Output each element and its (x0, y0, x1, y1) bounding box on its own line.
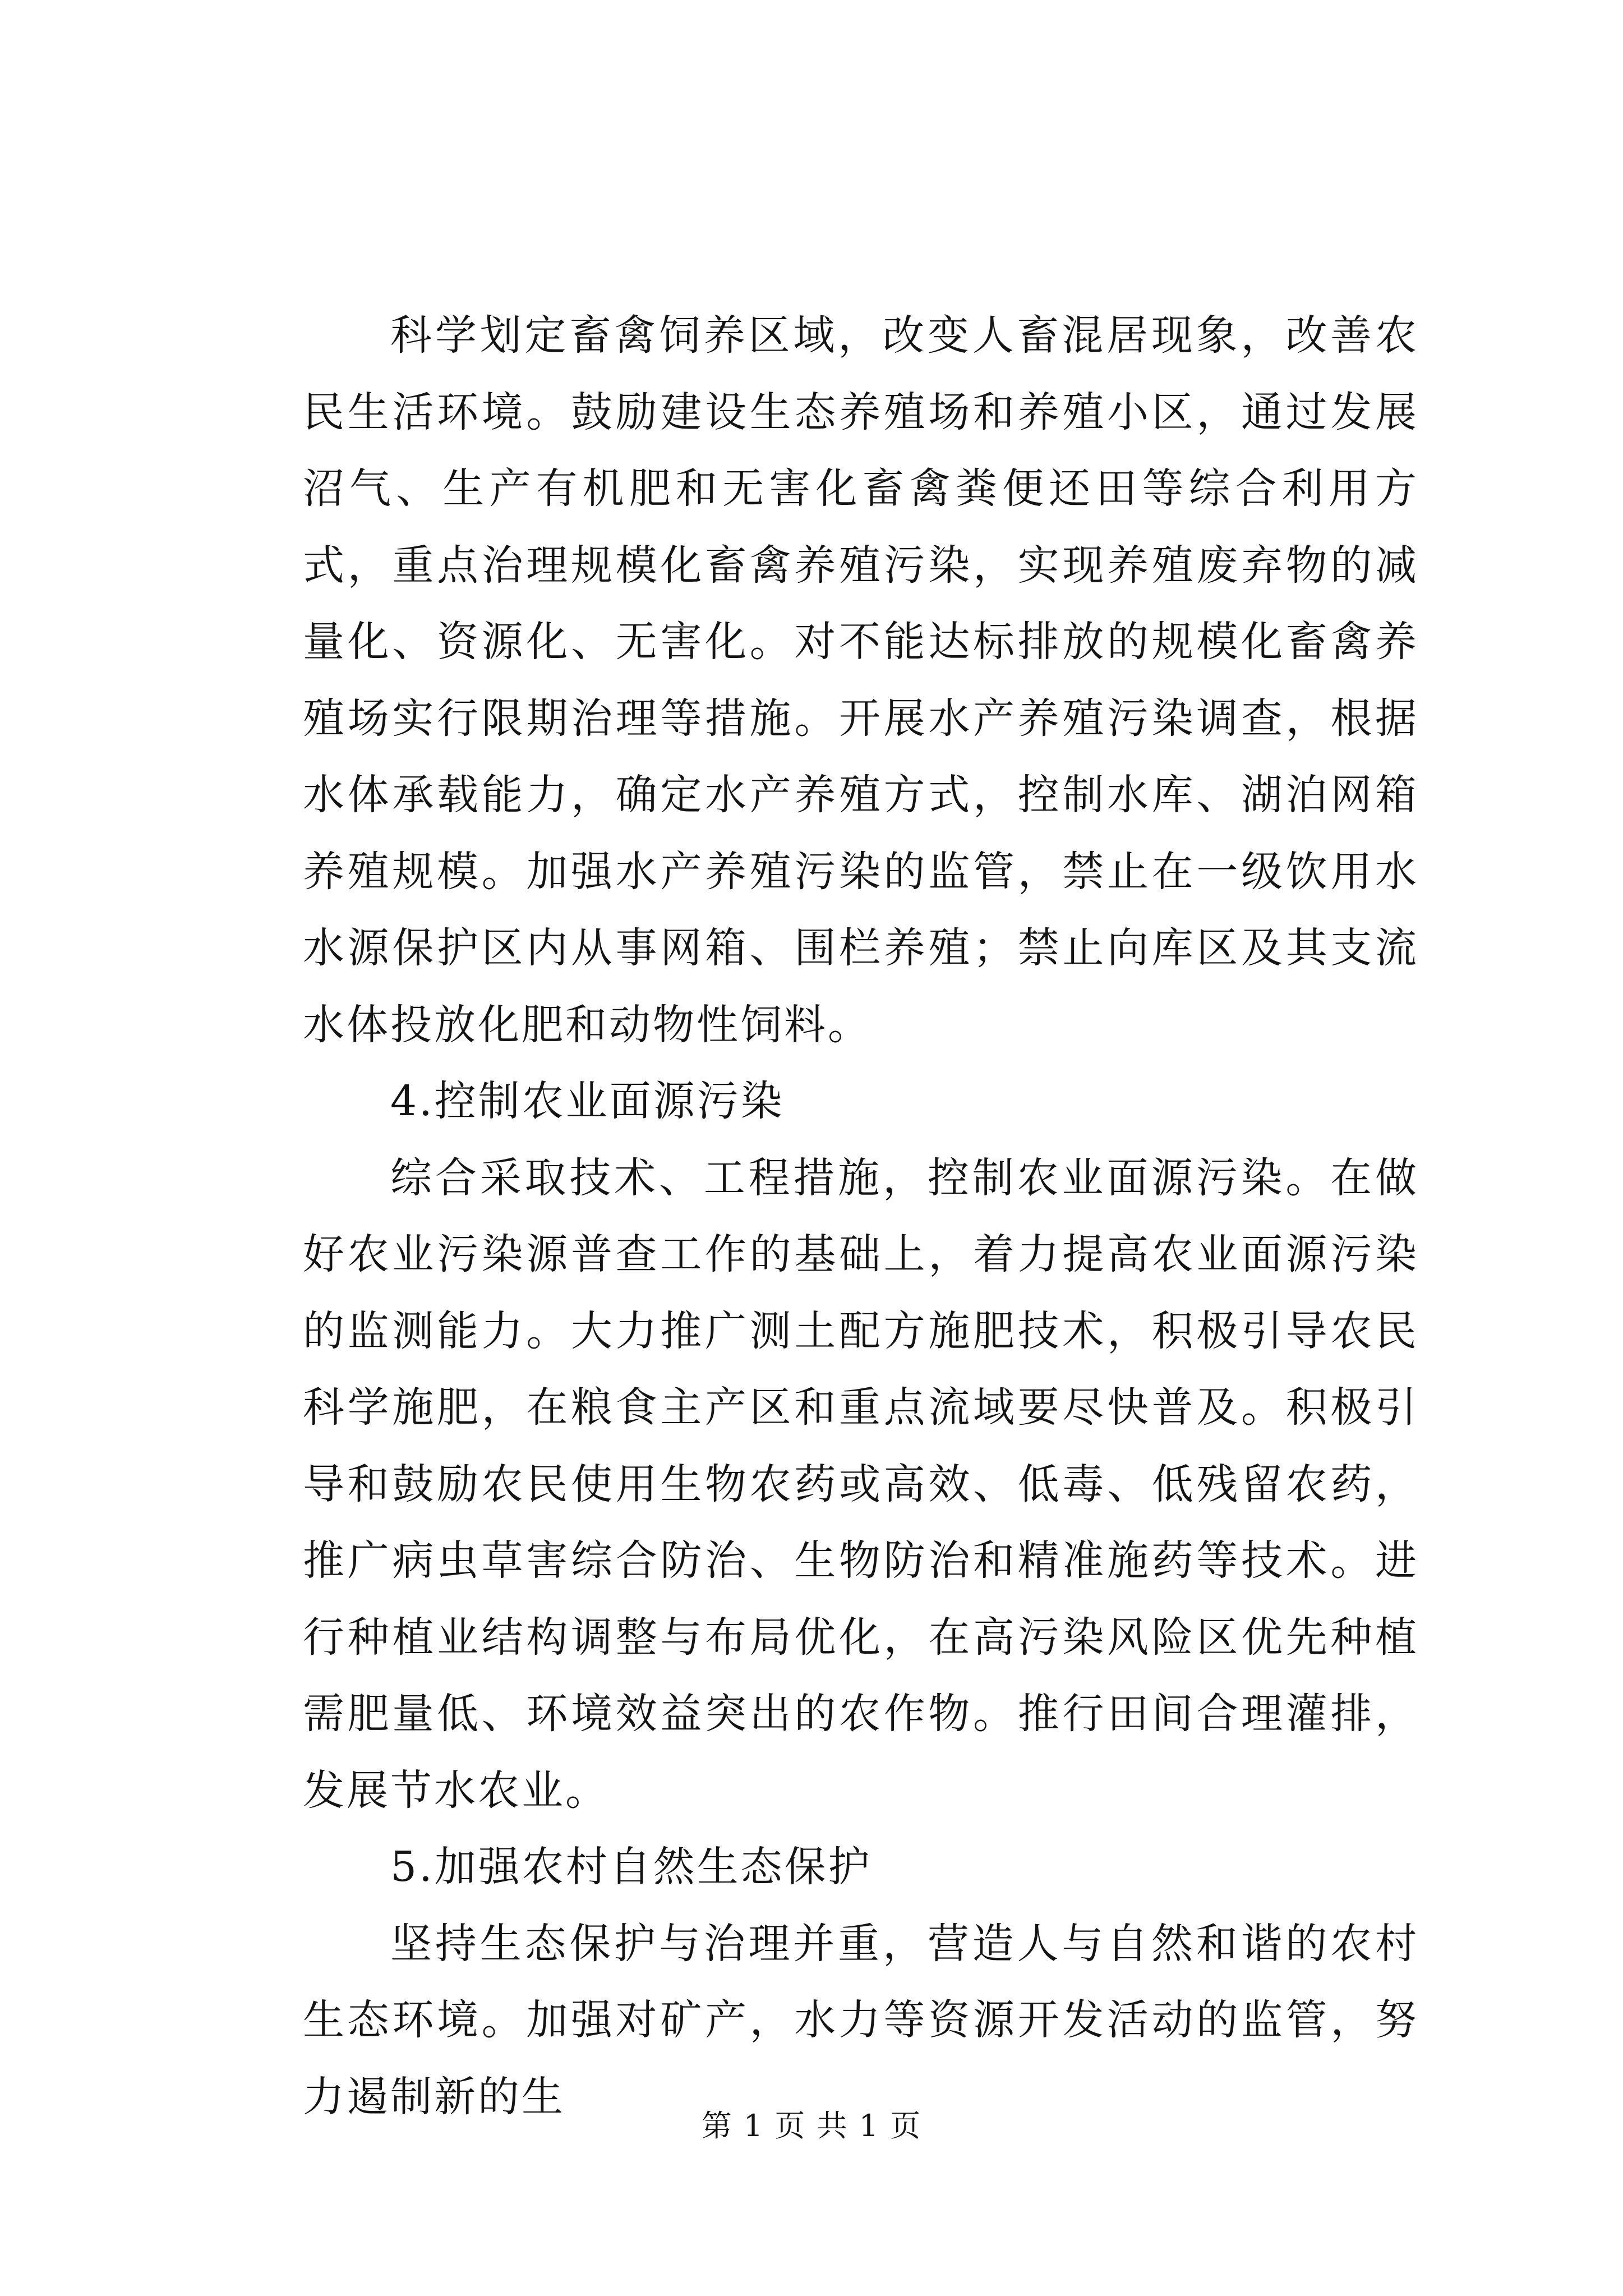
paragraph-livestock-pollution: 科学划定畜禽饲养区域，改变人畜混居现象，改善农民生活环境。鼓励建设生态养殖场和养殖小区，通过发展沼气、生产有机肥和无害化畜禽粪便还田等综合利用方式，重点治理规模化畜禽养殖污染，实现养殖废弃物的减量化、资源化、无害化。对不能达标排放的规模化畜禽养殖场实行限期治理等措施。开展水产养殖污染调查，根据水体承载能力，确定水产养殖方式，控制水库、湖泊网箱养殖规模。加强水产养殖污染的监管，禁止在一级饮用水水源保护区内从事网箱、围栏养殖；禁止向库区及其支流水体投放化肥和动物性饲料。 (303, 311, 1419, 1049)
page-footer: 第 1 页 共 1 页 (701, 2108, 922, 2143)
section-heading-4: 4.控制农业面源污染 (390, 1077, 785, 1125)
paragraph-agricultural-nonpoint-pollution: 综合采取技术、工程措施，控制农业面源污染。在做好农业污染源普查工作的基础上，着力提高农业面源污染的监测能力。大力推广测土配方施肥技术，积极引导农民科学施肥，在粮食主产区和重点流域要尽快普及。积极引导和鼓励农民使用生物农药或高效、低毒、低残留农药，推广病虫草害综合防治、生物防治和精准施药等技术。进行种植业结构调整与布局优化，在高污染风险区优先种植需肥量低、环境效益突出的农作物。推行田间合理灌排，发展节水农业。 (303, 1153, 1419, 1815)
document-body (303, 297, 1419, 2135)
paragraph-ecological-protection: 坚持生态保护与治理并重，营造人与自然和谐的农村生态环境。加强对矿产，水力等资源开发活动的监管，努力遏制新的生 (303, 1919, 1419, 2121)
section-heading-5: 5.加强农村自然生态保护 (390, 1843, 872, 1891)
